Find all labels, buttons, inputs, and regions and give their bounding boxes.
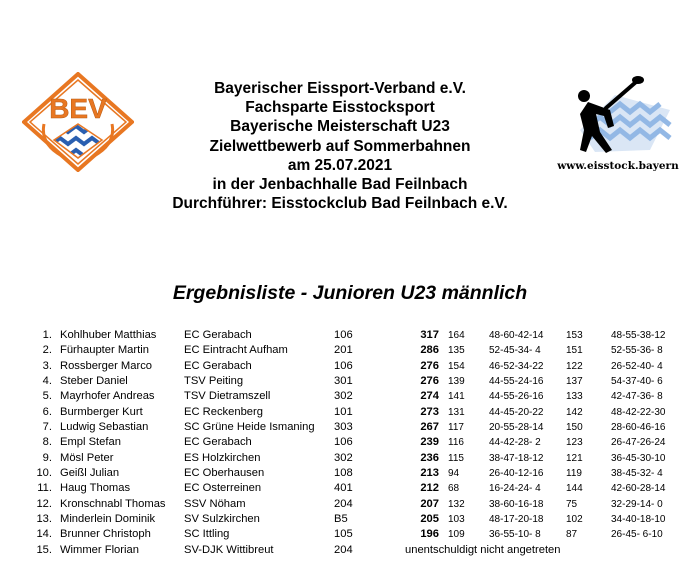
result-round2-total: 122 — [566, 360, 583, 372]
results-title: Ergebnisliste - Junioren U23 männlich — [172, 282, 528, 304]
result-total: 239 — [420, 436, 439, 449]
result-round2-total: 119 — [566, 468, 582, 480]
result-row — [0, 374, 700, 389]
result-round1-scores: 26-40-12-16 — [489, 468, 544, 480]
result-round1-total: 94 — [448, 468, 460, 480]
result-round1-total: 135 — [448, 345, 465, 357]
result-name: Brunner Christoph — [60, 528, 151, 541]
result-total: 273 — [420, 405, 439, 418]
result-name: Minderlein Dominik — [60, 513, 156, 526]
result-club-code: 301 — [334, 375, 353, 388]
result-round1-total: 164 — [448, 330, 465, 341]
result-round2-total: 75 — [566, 498, 578, 510]
result-row — [0, 389, 700, 404]
result-row — [0, 543, 700, 558]
result-row — [0, 451, 700, 466]
result-round1-total: 131 — [448, 406, 465, 418]
header-line-venue: in der Jenbachhalle Bad Feilnbach — [212, 176, 468, 194]
result-name: Ludwig Sebastian — [60, 421, 149, 434]
result-round2-total: 151 — [566, 345, 583, 357]
result-round2-total: 133 — [566, 391, 583, 403]
result-round2-scores: 48-55-38-12 — [611, 330, 666, 341]
result-name: Mayrhofer Andreas — [60, 390, 155, 403]
result-round2-scores: 26-52-40- 4 — [611, 360, 663, 372]
result-round2-scores: 48-42-22-30 — [611, 406, 666, 418]
result-round2-scores: 36-45-30-10 — [611, 452, 666, 464]
result-club: EC Gerabach — [184, 436, 252, 449]
result-club-code: 101 — [334, 405, 353, 418]
result-round2-total: 150 — [566, 422, 583, 434]
header-line-discipline: Zielwettbewerb auf Sommerbahnen — [209, 137, 471, 155]
result-round1-scores: 44-45-20-22 — [489, 406, 544, 418]
result-round1-scores: 44-55-24-16 — [489, 376, 544, 388]
result-rank: 2. — [42, 344, 52, 357]
result-round2-scores: 42-60-28-14 — [611, 483, 666, 495]
result-name: Steber Daniel — [60, 375, 128, 388]
bev-logo-text: BEV — [49, 93, 107, 124]
result-total: 205 — [420, 513, 439, 526]
result-total: 286 — [420, 344, 439, 357]
result-club-code: 204 — [334, 497, 353, 510]
result-club-code: 201 — [334, 344, 353, 357]
result-round1-scores: 46-52-34-22 — [489, 360, 544, 372]
result-rank: 8. — [42, 436, 52, 449]
result-name: Empl Stefan — [60, 436, 121, 449]
results-table — [0, 328, 700, 558]
result-round2-scores: 42-47-36- 8 — [611, 391, 663, 403]
result-club: EC Osterreinen — [184, 482, 262, 495]
result-row — [0, 359, 700, 374]
result-round2-scores: 26-45- 6-10 — [611, 529, 663, 541]
result-round2-scores: 26-47-26-24 — [611, 437, 666, 449]
result-total: 196 — [420, 528, 439, 541]
result-round2-scores: 32-29-14- 0 — [611, 498, 663, 510]
header-line-championship: Bayerische Meisterschaft U23 — [230, 118, 450, 136]
result-row — [0, 405, 700, 420]
result-row — [0, 435, 700, 450]
result-rank: 15. — [36, 543, 52, 556]
result-rank: 5. — [42, 390, 52, 403]
result-club-code: 105 — [334, 528, 353, 541]
result-club: SC Grüne Heide Ismaning — [184, 421, 315, 434]
result-round2-total: 121 — [566, 452, 583, 464]
result-club-code: 302 — [334, 390, 353, 403]
eisstock-url: www.eisstock.bayern — [557, 160, 679, 172]
result-row — [0, 420, 700, 435]
result-round1-total: 109 — [448, 529, 465, 541]
result-total: 207 — [420, 497, 439, 510]
result-rank: 7. — [42, 421, 52, 434]
result-name: Burmberger Kurt — [60, 405, 143, 418]
result-club-code: 302 — [334, 451, 353, 464]
result-round2-scores: 38-45-32- 4 — [611, 468, 663, 480]
result-round1-scores: 48-17-20-18 — [489, 514, 544, 526]
result-round1-scores: 48-60-42-14 — [489, 330, 544, 341]
result-rank: 6. — [42, 405, 52, 418]
result-club: EC Gerabach — [184, 359, 252, 372]
result-total: 213 — [420, 467, 439, 480]
bev-diamond-icon — [22, 72, 134, 172]
header-line-association: Bayerischer Eissport-Verband e.V. — [214, 80, 466, 97]
result-club: TSV Dietramszell — [184, 390, 271, 403]
result-round2-scores: 54-37-40- 6 — [611, 376, 663, 388]
result-round1-scores: 52-45-34- 4 — [489, 345, 541, 357]
result-round2-scores: 28-60-46-16 — [611, 422, 666, 434]
result-club: TSV Peiting — [184, 375, 244, 388]
result-row — [0, 343, 700, 358]
result-name: Kronschnabl Thomas — [60, 497, 166, 510]
result-round2-total: 142 — [566, 406, 583, 418]
result-round1-scores: 16-24-24- 4 — [489, 483, 541, 495]
result-club-code: 401 — [334, 482, 353, 495]
result-total: 267 — [420, 421, 439, 434]
result-round1-total: 103 — [448, 514, 465, 526]
result-club: EC Gerabach — [184, 329, 252, 341]
result-round2-total: 123 — [566, 437, 583, 449]
result-rank: 9. — [42, 451, 52, 464]
result-row — [0, 527, 700, 542]
result-name: Haug Thomas — [60, 482, 131, 495]
result-club: EC Eintracht Aufham — [184, 344, 288, 357]
result-club: EC Reckenberg — [184, 405, 263, 418]
result-note: unentschuldigt nicht angetreten — [405, 543, 561, 556]
result-total: 276 — [420, 375, 439, 388]
result-row — [0, 328, 700, 343]
result-club: SV Sulzkirchen — [184, 513, 260, 526]
result-round1-scores: 44-55-26-16 — [489, 391, 544, 403]
result-round1-total: 154 — [448, 360, 465, 372]
result-round1-total: 132 — [448, 498, 465, 510]
result-club-code: 106 — [334, 329, 353, 341]
result-club: SV-DJK Wittibreut — [184, 543, 274, 556]
result-club-code: B5 — [334, 513, 348, 526]
result-name: Rossberger Marco — [60, 359, 153, 372]
result-rank: 3. — [42, 359, 52, 372]
result-club-code: 303 — [334, 421, 353, 434]
event-header — [150, 79, 530, 213]
result-round2-total: 102 — [566, 514, 583, 526]
result-row — [0, 481, 700, 496]
result-round2-scores: 52-55-36- 8 — [611, 345, 663, 357]
header-line-division: Fachsparte Eisstocksport — [245, 99, 435, 117]
result-row — [0, 497, 700, 512]
result-round2-total: 153 — [566, 330, 583, 341]
result-round1-total: 117 — [448, 422, 464, 434]
header-line-date: am 25.07.2021 — [287, 156, 393, 174]
result-club-code: 106 — [334, 359, 353, 372]
result-name: Kohlhuber Matthias — [60, 329, 157, 341]
result-round1-scores: 20-55-28-14 — [489, 422, 544, 434]
result-rank: 10. — [36, 467, 52, 480]
result-rank: 4. — [42, 375, 52, 388]
result-round1-total: 141 — [448, 391, 465, 403]
result-total: 317 — [420, 329, 439, 341]
bev-logo — [22, 72, 134, 172]
result-rank: 12. — [36, 497, 52, 510]
eisstock-player-icon — [540, 70, 690, 160]
result-name: Fürhaupter Martin — [60, 344, 149, 357]
result-rank: 11. — [37, 482, 52, 495]
result-round2-scores: 34-40-18-10 — [611, 514, 666, 526]
result-total: 212 — [420, 482, 439, 495]
result-round1-scores: 38-60-16-18 — [489, 498, 544, 510]
result-name: Geißl Julian — [60, 467, 120, 480]
result-club: SC Ittling — [184, 528, 230, 541]
result-row — [0, 512, 700, 527]
result-rank: 1. — [42, 329, 52, 341]
result-club-code: 108 — [334, 467, 353, 480]
result-rank: 14. — [36, 528, 52, 541]
result-round1-total: 139 — [448, 376, 465, 388]
result-club: EC Oberhausen — [184, 467, 265, 480]
result-name: Wimmer Florian — [60, 543, 139, 556]
result-club-code: 106 — [334, 436, 353, 449]
result-row — [0, 466, 700, 481]
header-line-organizer: Durchführer: Eisstockclub Bad Feilnbach e.V. — [172, 195, 508, 213]
result-round2-total: 87 — [566, 529, 578, 541]
result-round1-total: 68 — [448, 483, 460, 495]
result-round1-scores: 36-55-10- 8 — [489, 529, 541, 541]
result-round1-total: 115 — [448, 452, 464, 464]
result-round2-total: 137 — [566, 376, 583, 388]
result-round1-total: 116 — [448, 437, 464, 449]
result-round1-scores: 44-42-28- 2 — [489, 437, 541, 449]
result-rank: 13. — [36, 513, 52, 526]
result-club-code: 204 — [334, 543, 353, 556]
result-name: Mösl Peter — [60, 451, 114, 464]
result-total: 236 — [420, 451, 439, 464]
result-club: ES Holzkirchen — [184, 451, 261, 464]
result-round1-scores: 38-47-18-12 — [489, 452, 544, 464]
result-total: 274 — [420, 390, 439, 403]
result-total: 276 — [420, 359, 439, 372]
result-round2-total: 144 — [566, 483, 583, 495]
result-club: SSV Nöham — [184, 497, 246, 510]
